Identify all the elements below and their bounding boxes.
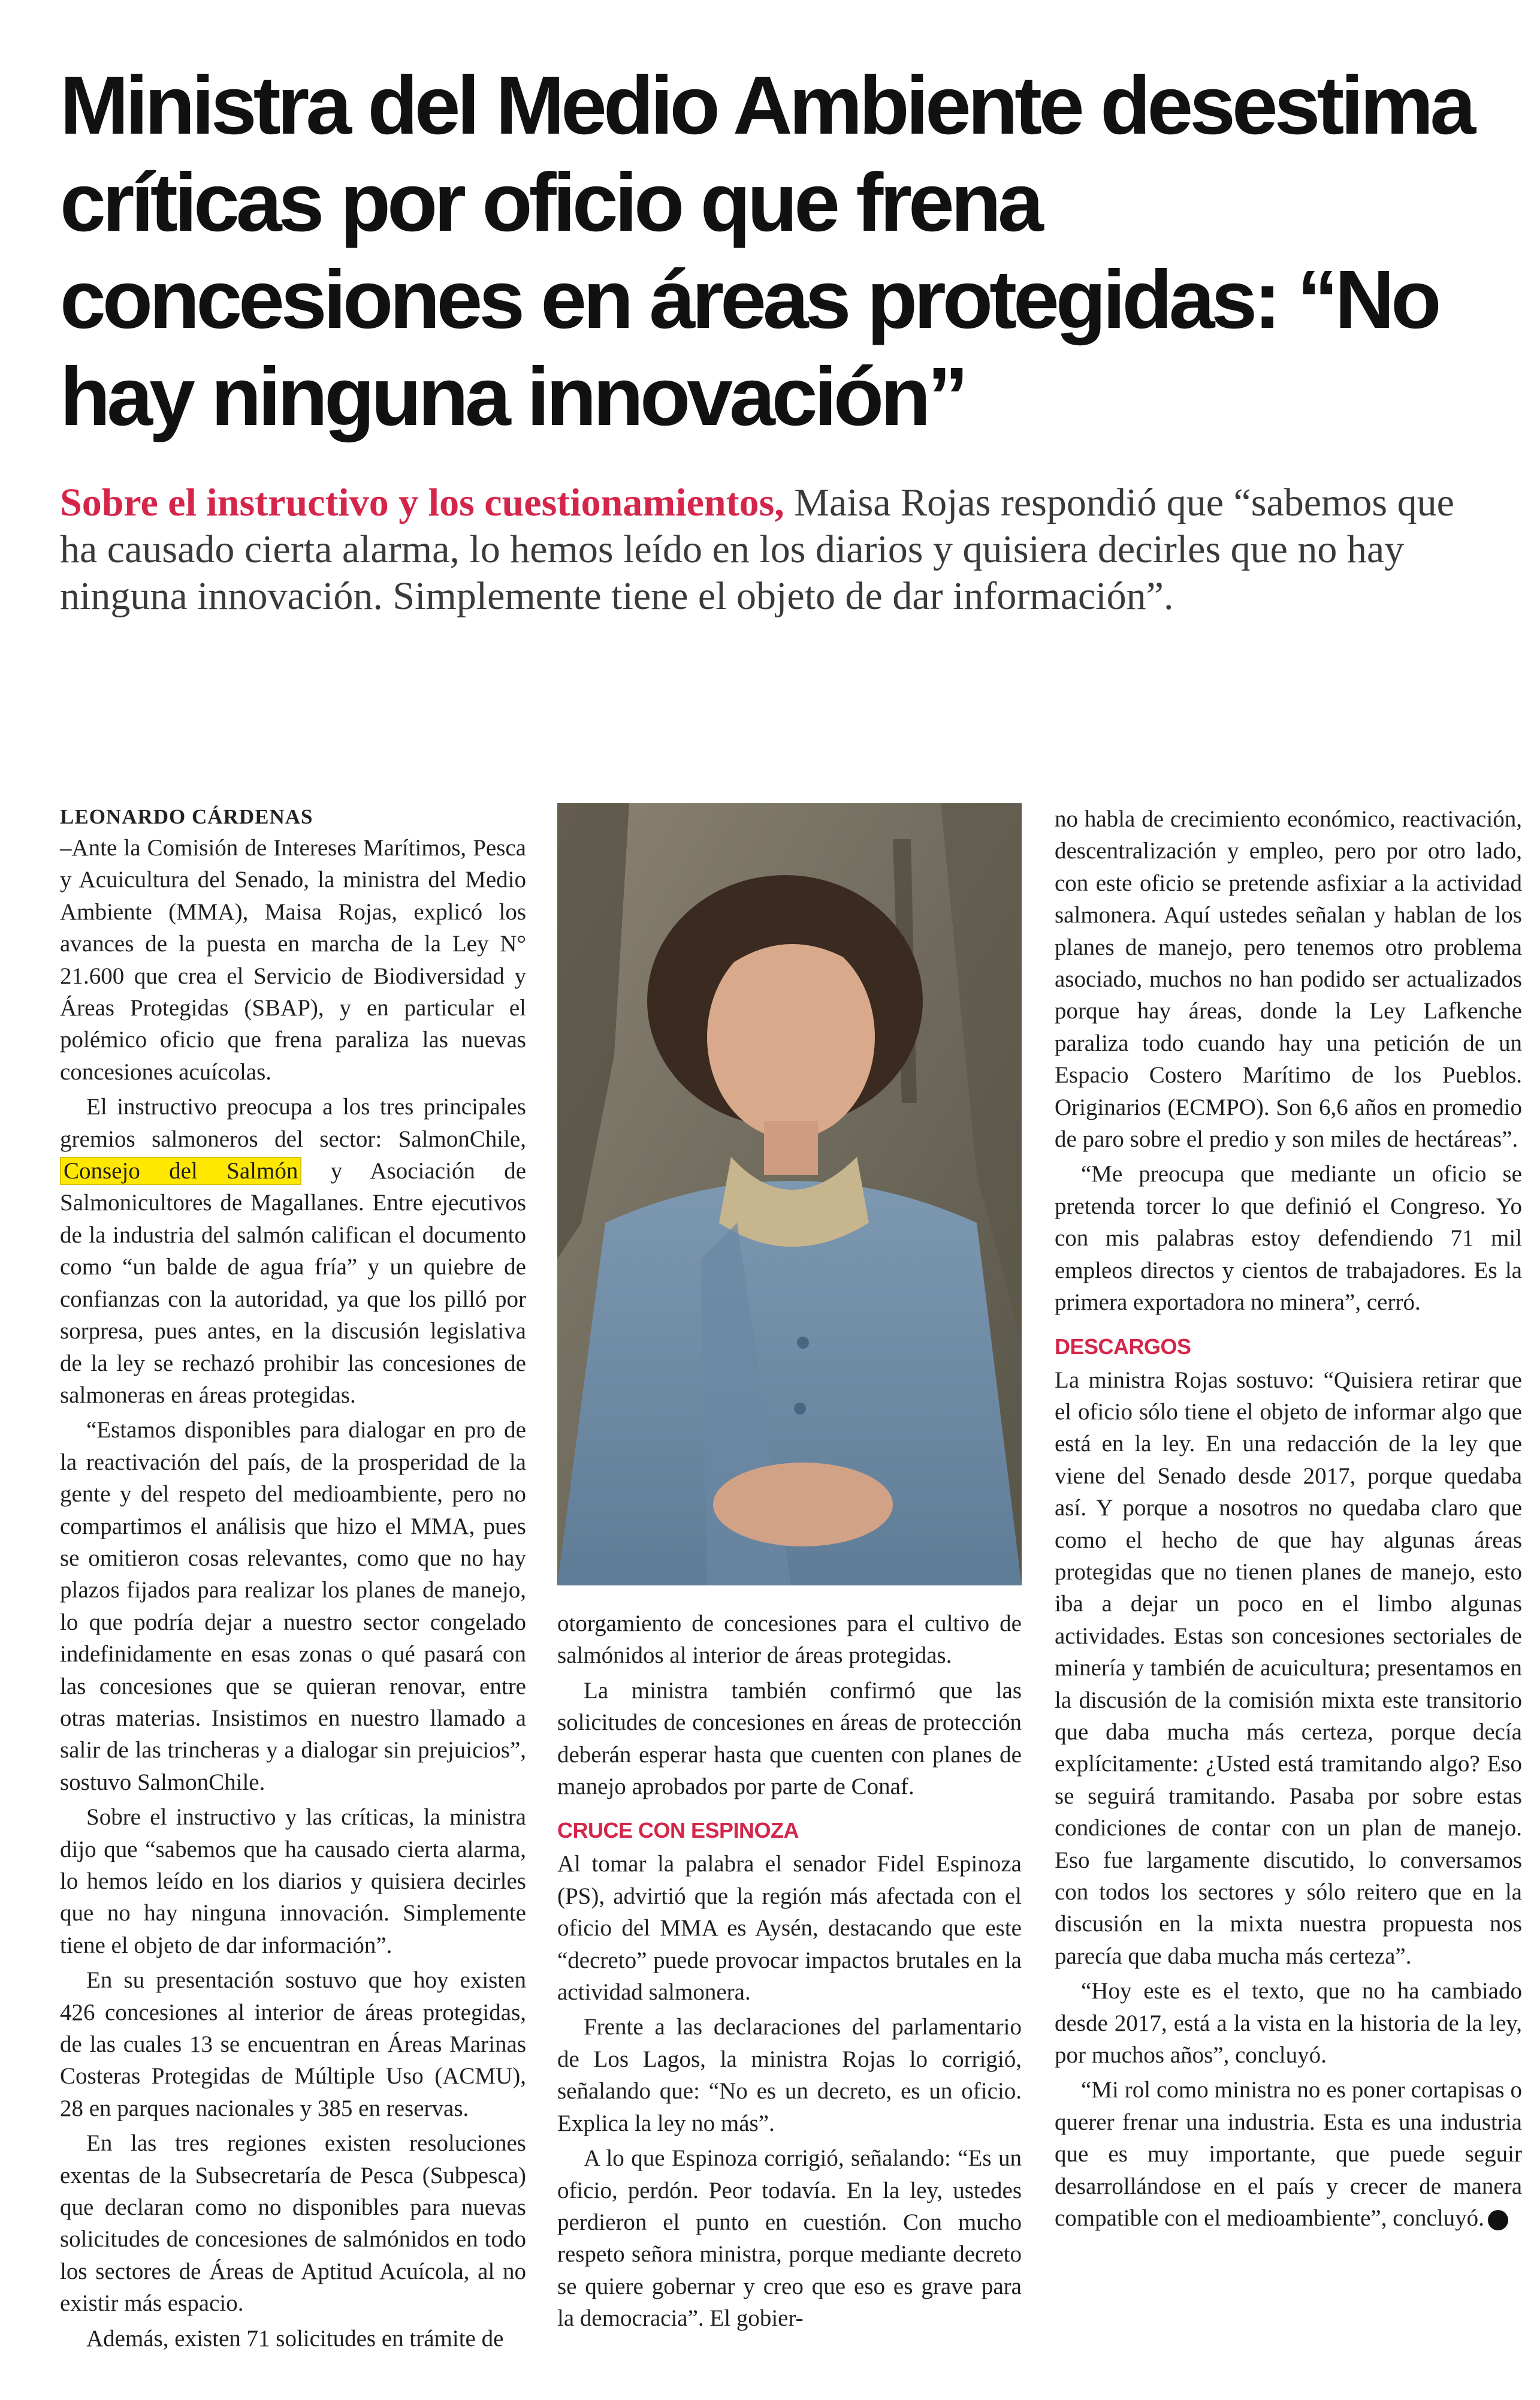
paragraph xyxy=(1055,2074,1522,2234)
section-subhead: DESCARGOS xyxy=(1055,1334,1191,1359)
paragraph: no habla de crecimiento económico, reactivación, descentralización y empleo, pero por otro lado, con este oficio se pretende asfixiar a la actividad salmonera. Aquí ustedes señalan y hablan de los planes de manejo, pero tenemos otro problema asociado, muchos no han podido ser actualizados porque hay áreas, donde la Ley Lafkenche paraliza todo cuando hay una petición de un Espacio Costero Marítimo de los Pueblos. Originarios (ECMPO). Son 6,6 años en promedio de paro sobre el predio y son miles de hectáreas”. xyxy=(1055,806,1522,1153)
paragraph: En su presentación sostuvo que hoy existen 426 concesiones al interior de áreas protegidas, de las cuales 13 se encuentran en Áreas Marinas Costeras Protegidas de Múltiple Uso (ACMU), 28 en parques nacionales y 385 en reservas. xyxy=(60,1967,526,2121)
headline: Ministra del Medio Ambiente desestima críticas por oficio que frena concesiones en áreas protegidas: “No hay ninguna innovación” xyxy=(60,59,1473,443)
paragraph: otorgamiento de concesiones para el cultivo de salmónidos al interior de áreas protegidas. xyxy=(557,1611,1022,1669)
paragraph: A lo que Espinoza corrigió, señalando: “Es un oficio, perdón. Peor todavía. En la ley, ustedes perdieron el punto en cuestión. Con mucho respeto señora ministra, porque mediante decreto se quiere gobernar y creo que eso es grave para la democracia”. El gobier- xyxy=(557,2145,1022,2332)
lede xyxy=(60,480,1498,620)
paragraph: –Ante la Comisión de Intereses Marítimos, Pesca y Acuicultura del Senado, la ministra del Medio Ambiente (MMA), Maisa Rojas, explicó los avances de la puesta en marcha de la Ley N° 21.600 que crea el Servicio de Biodiversidad y Áreas Protegidas (SBAP), y en particular el polémico oficio que frena paraliza las nuevas concesiones acuícolas. xyxy=(60,835,526,1085)
paragraph: Al tomar la palabra el senador Fidel Espinoza (PS), advirtió que la región más afectada con el oficio del MMA es Aysén, destacando que este “decreto” puede provocar impactos brutales en la actividad salmonera. xyxy=(557,1851,1022,2006)
lede-lead: Sobre el instructivo y los cuestionamientos, xyxy=(60,481,784,524)
article-column-3 xyxy=(1055,803,1522,2237)
paragraph: Sobre el instructivo y las críticas, la ministra dijo que “sabemos que ha causado cierta alarma, lo hemos leído en los diarios y quisiera decirles que no hay ninguna innovación. Simplemente tiene el objeto de dar información”. xyxy=(60,1804,526,1958)
end-mark-icon: P xyxy=(1488,2210,1508,2230)
article-column-1 xyxy=(60,803,526,2357)
byline: LEONARDO CÁRDENAS xyxy=(60,805,313,828)
paragraph: La ministra también confirmó que las solicitudes de concesiones en áreas de protección deberán esperar hasta que cuenten con planes de manejo aprobados por parte de Conaf. xyxy=(557,1677,1022,1800)
paragraph xyxy=(60,1091,526,1411)
paragraph: “Estamos disponibles para dialogar en pro de la reactivación del país, de la prosperidad de la gente y del respeto del medioambiente, pero no compartimos el análisis que hizo el MMA, pues se omitieron cosas relevantes, como que no hay plazos fijados para realizar los planes de manejo, lo que podría dejar a nuestro sector congelado indefinidamente en esas zonas o qué pasará con las concesiones que se quieran renovar, entre otras materias. Insistimos en nuestro llamado a salir de las trincheras y a dialogar sin prejuicios”, sostuvo SalmonChile. xyxy=(60,1417,526,1795)
paragraph: “Me preocupa que mediante un oficio se pretenda torcer lo que definió el Congreso. Yo con mis palabras estoy defendiendo 71 mil empleos directos y cientos de trabajadores. Es la primera exportadora no minera”, cerró. xyxy=(1055,1161,1522,1316)
portrait-illustration xyxy=(557,803,1022,1585)
highlighted-text: Consejo del Salmón xyxy=(60,1157,301,1185)
paragraph: La ministra Rojas sostuvo: “Quisiera retirar que el oficio sólo tiene el objeto de informar algo que está en la ley. En una redacción de la ley que viene del Senado desde 2017, porque quedaba así. Y porque a nosotros no quedaba claro que como el hecho de que hay algunas áreas protegidas que no tienen planes de manejo, esto iba a dejar un poco en el limbo algunas actividades. Estas son concesiones sectoriales de minería y también de acuicultura; presentamos en la discusión de la comisión mixta este transitorio que daba mucha más certeza, porque decía explícitamente: ¿Usted está tramitando algo? Eso se seguirá tramitando. Pasaba por sobre estas condiciones de contar con un plan de manejo. Eso fue largamente discutido, lo conversamos con todos los sectores y sólo reitero que en la discusión en la mixta nuestra propuesta nos parecía que daba mucha más certeza”. xyxy=(1055,1367,1522,1969)
paragraph: Frente a las declaraciones del parlamentario de Los Lagos, la ministra Rojas lo corrigió, señalando que: “No es un decreto, es un oficio. Explica la ley no más”. xyxy=(557,2014,1022,2136)
section-subhead: CRUCE CON ESPINOZA xyxy=(557,1818,799,1843)
portrait-photo xyxy=(557,803,1022,1585)
article-column-2 xyxy=(557,1608,1022,2338)
lede-text: Maisa Rojas respondió que “sabemos que ha causado cierta alarma, lo hemos leído en los diarios y quisiera decirles que no hay ninguna innovación. Simplemente tiene el objeto de dar información”. xyxy=(60,481,1454,618)
paragraph-text: “Mi rol como ministra no es poner cortapisas o querer frenar una industria. Esta es una industria que es muy importante, que puede seguir desarrollándose en el país y crecer de manera compatible con el medioambiente”, concluyó. xyxy=(1055,2077,1522,2232)
paragraph-text: y Asociación de Salmonicultores de Magallanes. Entre ejecutivos de la industria del salmón califican el documento como “un balde de agua fría” y un quiebre de confianzas con la autoridad, ya que los pilló por sorpresa, pues antes, en la discusión legislativa de la ley se rechazó prohibir las concesiones de salmoneras en áreas protegidas. xyxy=(60,1158,527,1408)
paragraph: En las tres regiones existen resoluciones exentas de la Subsecretaría de Pesca (Subpesca) que declaran como no disponibles para nuevas solicitudes de concesiones de salmónidos en todo los sectores de Áreas de Aptitud Acuícola, al no existir más espacio. xyxy=(60,2130,526,2317)
paragraph: Además, existen 71 solicitudes en trámite de xyxy=(86,2325,504,2351)
paragraph-text: El instructivo preocupa a los tres principales gremios salmoneros del sector: SalmonChile, xyxy=(60,1094,526,1152)
paragraph: “Hoy este es el texto, que no ha cambiado desde 2017, está a la vista en la historia de la ley, por muchos años”, concluyó. xyxy=(1055,1978,1522,2069)
